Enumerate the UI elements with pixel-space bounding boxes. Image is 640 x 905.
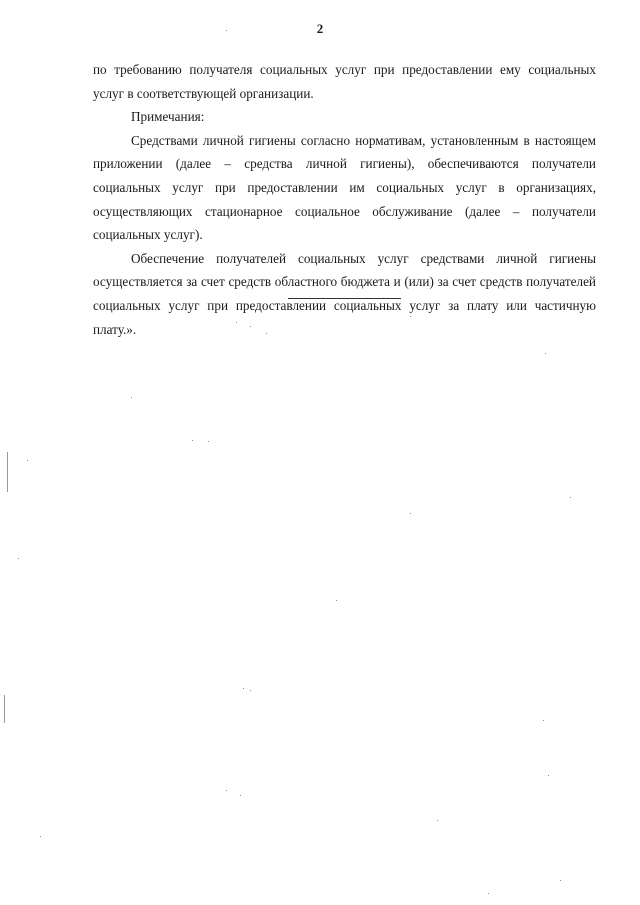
note-paragraph-1: Средствами личной гигиены согласно нормативам, установленным в настоящем приложении (далее – средства личной гигиены), обеспечиваются получатели социальных услуг при предоставлении им социальных услуг в организациях, осуществляющих стационарное социальное обслуживание (далее – получатели социальных услуг). [93,132,596,243]
scan-speck [27,460,28,461]
closing-divider-line [288,298,401,299]
scan-speck [410,513,411,514]
scan-speck [236,322,237,323]
scan-edge-mark [7,452,8,492]
page-number: 2 [316,21,324,36]
scan-speck [437,820,438,821]
scan-speck [243,688,244,689]
scan-speck [226,30,227,31]
scan-speck [18,558,19,559]
scan-speck [545,353,546,354]
scan-speck [488,893,489,894]
scan-speck [192,440,193,441]
scan-speck [240,795,241,796]
scan-speck [250,326,251,327]
scan-speck [570,497,571,498]
continuation-paragraph: по требованию получателя социальных услуг при предоставлении ему социальных услуг в соответствующей организации. [93,62,596,101]
note-paragraph-2: Обеспечение получателей социальных услуг средствами личной гигиены осуществляется за счет средств областного бюджета и (или) за счет средств получателей социальных услуг при предоставлении социальных услуг за плату или частичную плату.». [93,250,596,337]
scan-speck [548,775,549,776]
scan-speck [266,333,267,334]
scan-speck [336,600,337,601]
scan-speck [410,316,411,317]
scan-speck [131,397,132,398]
scan-speck [543,720,544,721]
scan-edge-mark [4,695,5,723]
scan-speck [250,690,251,691]
scan-speck [208,441,209,442]
notes-heading: Примечания: [131,109,205,125]
scan-speck [560,880,561,881]
scan-speck [40,836,41,837]
scan-speck [226,790,227,791]
